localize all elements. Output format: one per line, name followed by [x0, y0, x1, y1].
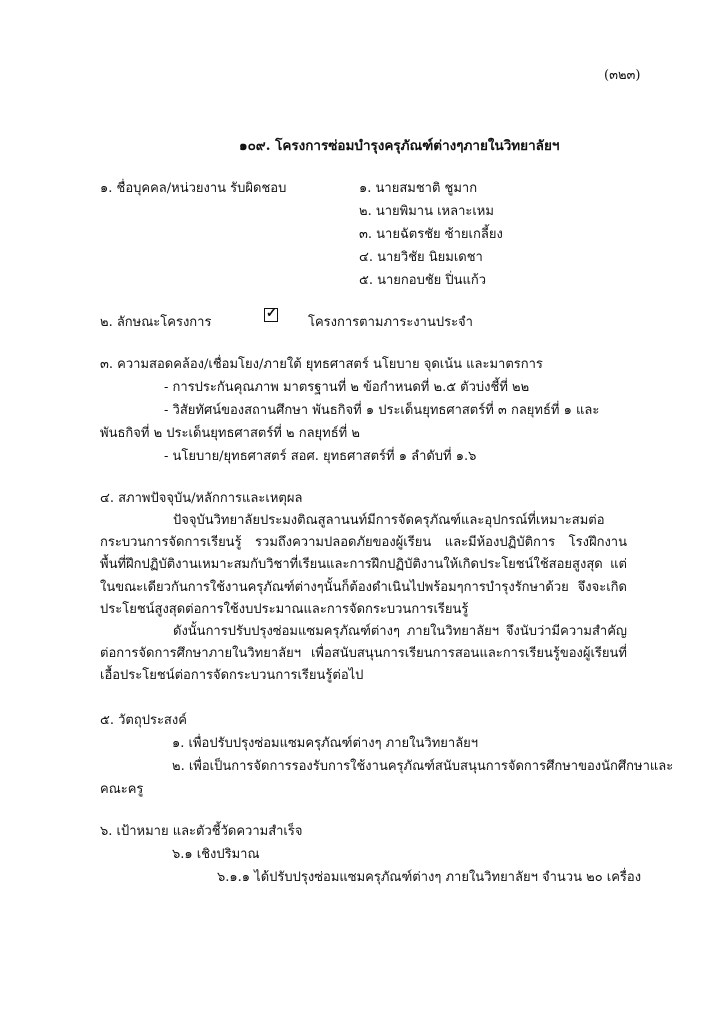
section1-heading: ๑. ชื่อบุคคล/หน่วยงาน รับผิดชอบ — [100, 181, 287, 196]
objective-item: ๒. เพื่อเป็นการจัดการรองรับการใช้งานครุภัณฑ์สนับสนุนการจัดการศึกษาของนักศึกษาและ — [172, 759, 674, 774]
section5-heading: ๕. วัตถุประสงค์ — [100, 713, 187, 728]
rationale-paragraph-2: ดังนั้นการปรับปรุงซ่อมแซมครุภัณฑ์ต่างๆ ภายในวิทยาลัยฯ จึงนับว่ามีความสำคัญต่อการจัดการศึกษาภายในวิทยาลัยฯ เพื่อสนับสนุนการเรียนการสอนและการเรียนรู้ของผู้เรียนที่เอื้อประโยชน์ต่อการจัดกระบวนการเรียนรู้ต่อไป — [100, 624, 627, 684]
objective-item: ๑. เพื่อปรับปรุงซ่อมแซมครุภัณฑ์ต่างๆ ภายในวิทยาลัยฯ — [172, 736, 479, 751]
target-subheading: ๖.๑ เชิงปริมาณ — [172, 847, 260, 862]
alignment-item: - วิสัยทัศน์ของสถานศึกษา พันธกิจที่ ๑ ประเด็นยุทธศาสตร์ที่ ๓ กลยุทธ์ที่ ๑ และ — [164, 403, 600, 418]
target-item: ๖.๑.๑ ได้ปรับปรุงซ่อมแซมครุภัณฑ์ต่างๆ ภายในวิทยาลัยฯ จำนวน ๒๐ เครื่อง — [217, 870, 642, 885]
alignment-item-continued: พันธกิจที่ ๒ ประเด็นยุทธศาสตร์ที่ ๒ กลยุทธ์ที่ ๒ — [100, 426, 360, 441]
alignment-item: - การประกันคุณภาพ มาตรฐานที่ ๒ ข้อกำหนดที่ ๒.๕ ตัวบ่งชี้ที่ ๒๒ — [164, 380, 530, 395]
section3-heading: ๓. ความสอดคล้อง/เชื่อมโยง/ภายใต้ ยุทธศาสตร์ นโยบาย จุดเน้น และมาตรการ — [100, 357, 543, 372]
responsible-person: ๑. นายสมชาติ ชูมาก — [359, 181, 478, 196]
checkmark-icon: ✓ — [266, 306, 277, 321]
alignment-item: - นโยบาย/ยุทธศาสตร์ สอศ. ยุทธศาสตร์ที่ ๑ ลำดับที่ ๑.๖ — [164, 449, 477, 464]
objective-item-continued: คณะครู — [100, 782, 144, 797]
section2-heading: ๒. ลักษณะโครงการ — [100, 315, 212, 330]
section6-heading: ๖. เป้าหมาย และตัวชี้วัดความสำเร็จ — [100, 824, 303, 839]
responsible-person: ๓. นายฉัตรชัย ซ้ายเกลี้ยง — [359, 227, 503, 242]
responsible-person: ๒. นายพิมาน เหลาะเหม — [359, 204, 494, 219]
section4-heading: ๔. สภาพปัจจุบัน/หลักการและเหตุผล — [100, 491, 303, 506]
document-title: ๑๐๙. โครงการซ่อมบำรุงครุภัณฑ์ต่างๆภายในวิทยาลัยฯ — [239, 138, 560, 154]
checked-checkbox-icon — [264, 308, 278, 322]
responsible-person: ๕. นายกอบชัย ปิ่นแก้ว — [359, 273, 487, 288]
responsible-person: ๔. นายวิชัย นิยมเดชา — [359, 250, 483, 265]
page-number: (๓๒๓) — [604, 68, 641, 83]
rationale-paragraph-1: ปัจจุบันวิทยาลัยประมงติณสูลานนท์มีการจัดครุภัณฑ์และอุปกรณ์ที่เหมาะสมต่อกระบวนการจัดการเรียนรู้ รวมถึงความปลอดภัยของผู้เรียน และมีห้องปฏิบัติการ โรงฝึกงาน พื้นที่ฝึกปฏิบัติงานเหมาะสมกับวิชาที่เรียนและการฝึกปฏิบัติงานให้เกิดประโยชน์ใช้สอยสูงสุด แต่ในขณะเดียวกันการใช้งานครุภัณฑ์ต่างๆนั้นก็ต้องดำเนินไปพร้อมๆการบำรุงรักษาด้วย จึงจะเกิดประโยชน์สูงสุดต่อการใช้งบประมาณและการจัดกระบวนการเรียนรู้ — [100, 513, 627, 617]
project-type-value: โครงการตามภาระงานประจำ — [308, 315, 473, 330]
